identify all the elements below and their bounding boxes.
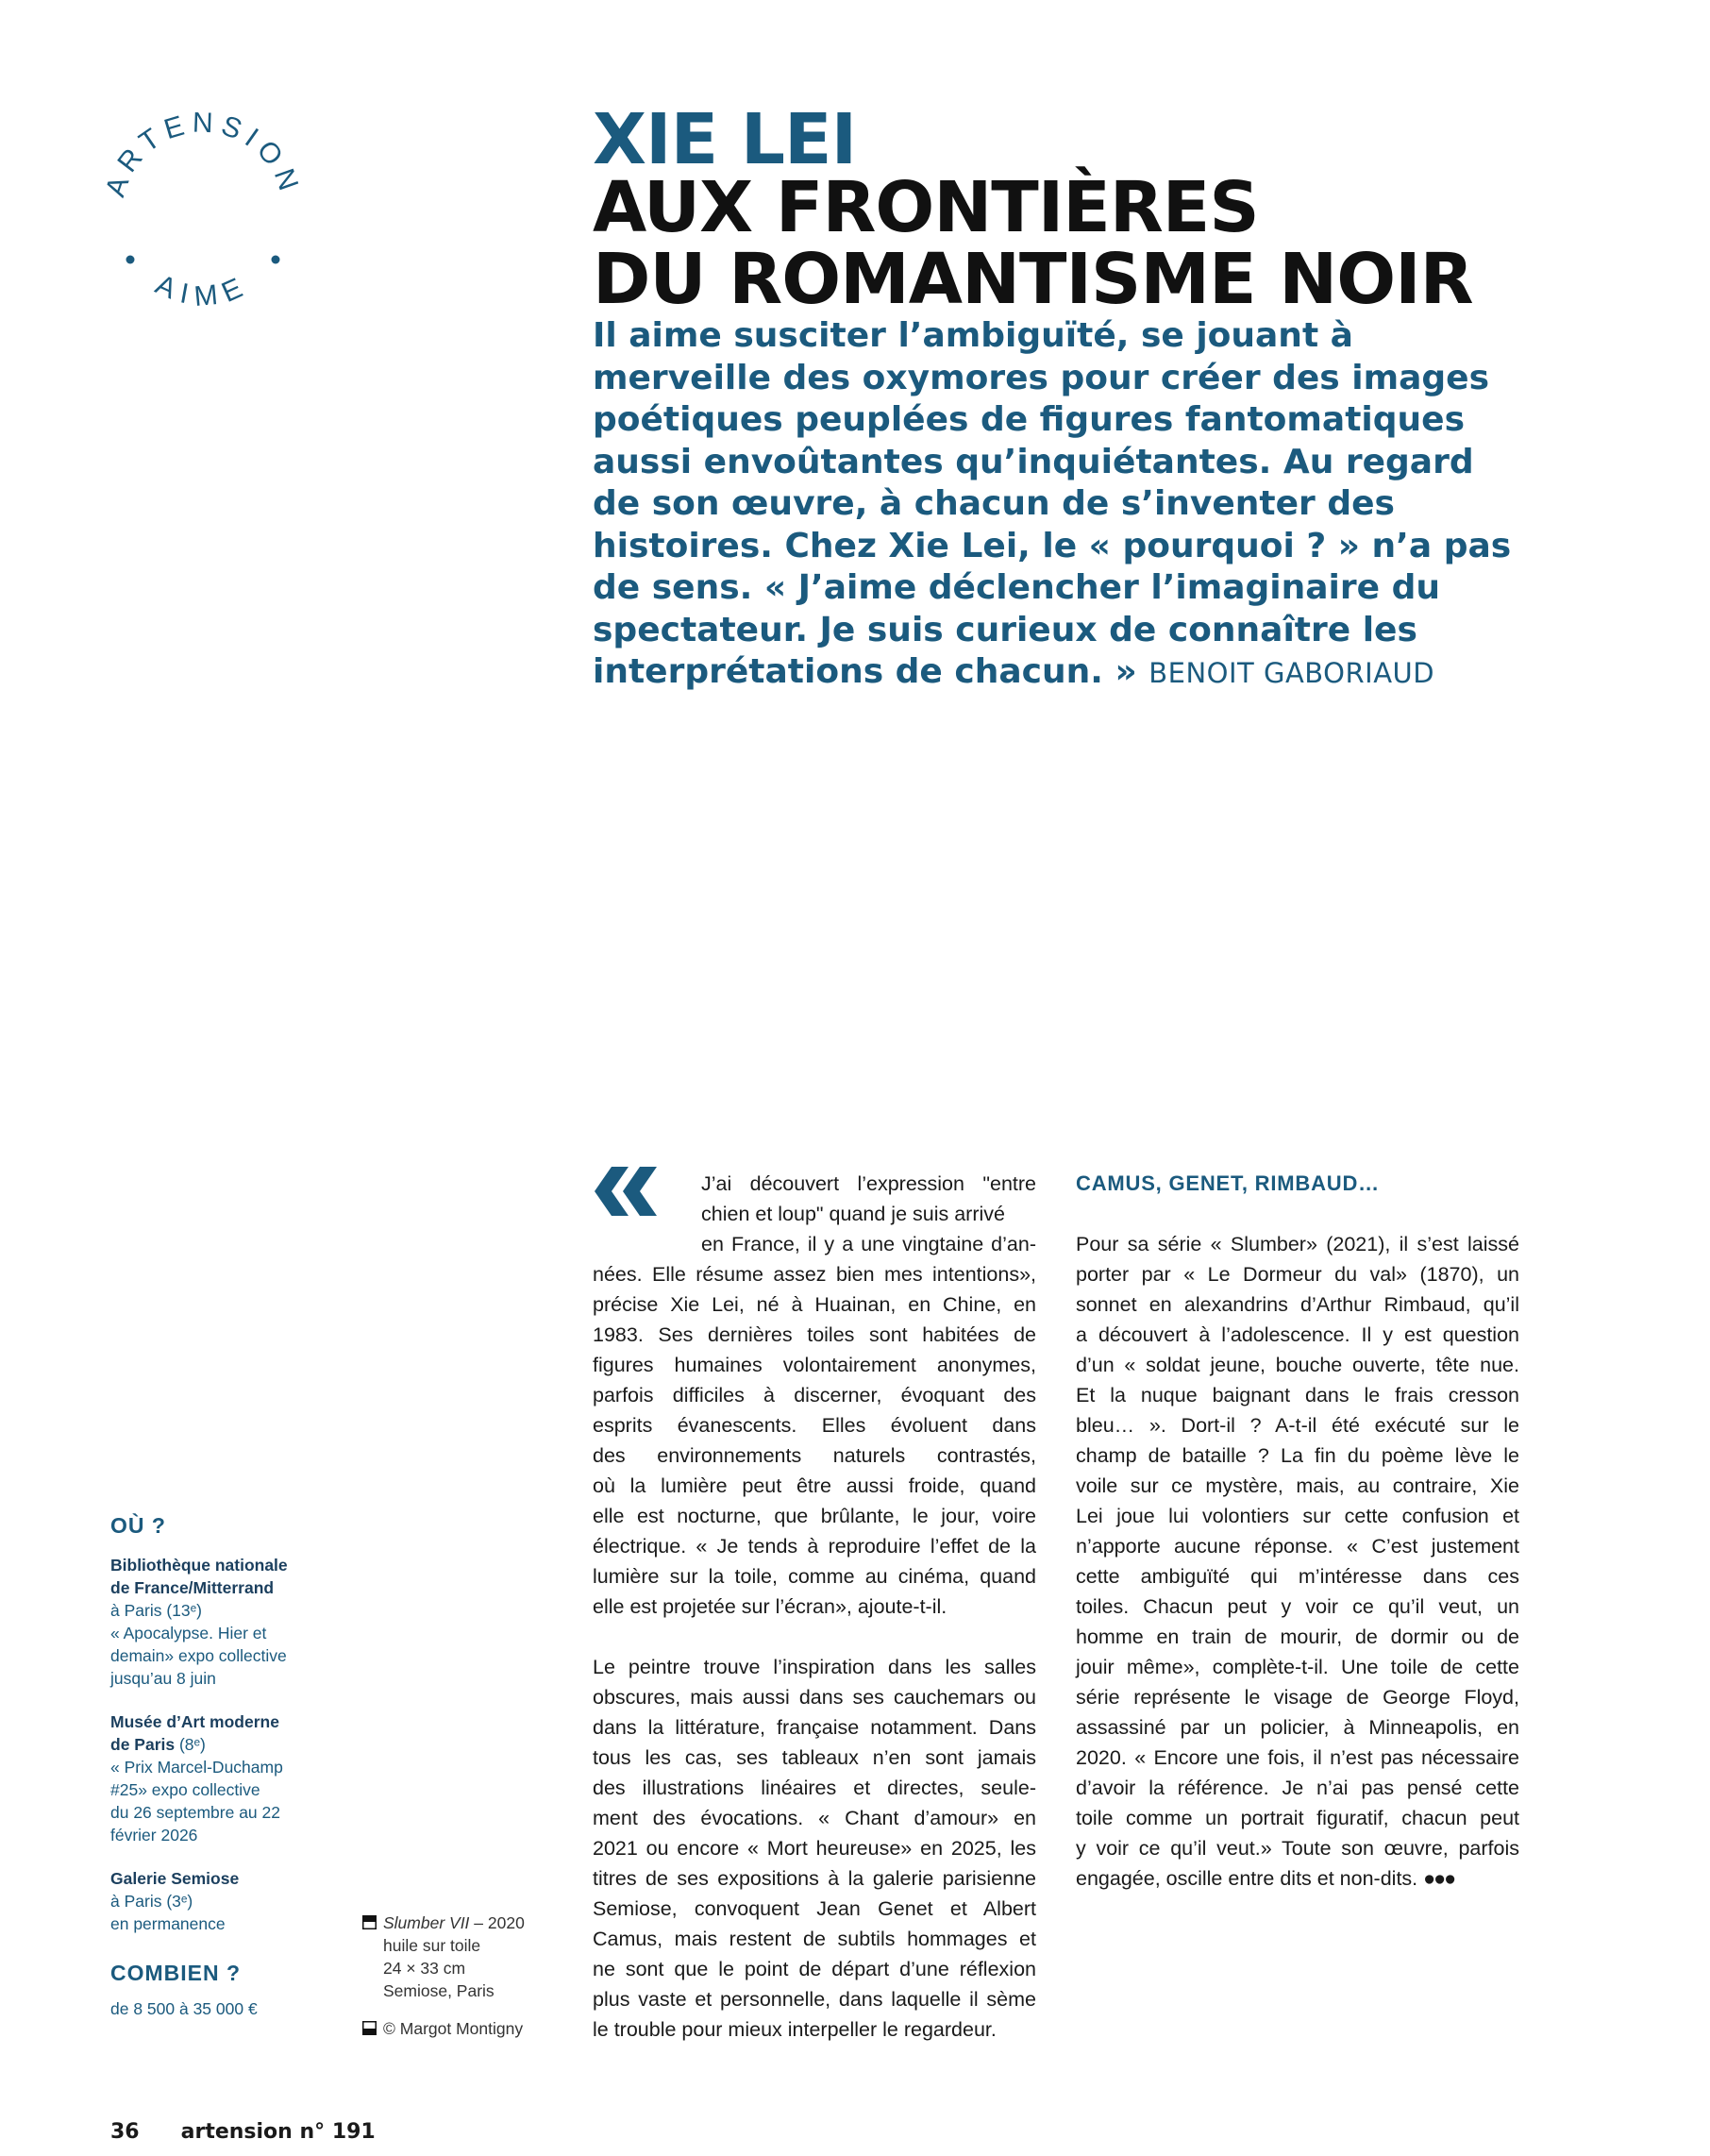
body-line: nées. Elle résume assez bien mes intentions»,	[593, 1263, 1036, 1286]
body-line: d’avoir la référence. Je n’ai pas pensé cette	[1076, 1777, 1519, 1799]
lede-line: aussi envoûtantes qu’inquiétantes. Au regard	[593, 442, 1474, 481]
venue-detail: jusqu’au 8 juin	[110, 1669, 216, 1688]
venue-detail: demain» expo collective	[110, 1646, 287, 1665]
artwork-title-line	[383, 1912, 525, 1934]
venue-name: de Paris	[110, 1735, 176, 1754]
body-line: toile comme un portrait figuratif, chacun peut	[1076, 1807, 1519, 1829]
paragraph-gap	[593, 1622, 1036, 1652]
body-line: ne sont que le point de départ d’une réflexion	[593, 1958, 1036, 1980]
body-line: esprits évanescents. Elles évoluent dans	[593, 1414, 1036, 1437]
price-heading: COMBIEN ?	[110, 1961, 242, 1985]
price-range: de 8 500 à 35 000 €	[110, 1999, 258, 2018]
body-line: chien et loup" quand je suis arrivé	[701, 1203, 1005, 1225]
photo-credit: © Margot Montigny	[383, 2019, 524, 2038]
venue-detail: février 2026	[110, 1826, 198, 1844]
venue-detail: à Paris (13ᵉ)	[110, 1601, 202, 1620]
logo-bottom-text: AIME	[150, 268, 256, 313]
lede-line: poétiques peuplées de figures fantomatiques	[593, 400, 1466, 439]
body-line: bleu… ». Dort-il ? A-t-il été exécuté sur le	[1076, 1414, 1519, 1437]
lede-line-text: interprétations de chacun. »	[593, 652, 1137, 691]
article-lede	[593, 315, 1512, 695]
paragraph-gap	[1076, 1199, 1519, 1229]
body-line: dans la littérature, française notamment. Dans	[593, 1716, 1036, 1739]
body-line: cette ambiguïté qui m’intéresse dans ces	[1076, 1565, 1519, 1588]
body-line-text: engagée, oscille entre dits et non-dits.	[1076, 1867, 1418, 1890]
venue-name: de France/Mitterrand	[110, 1578, 275, 1597]
body-line: d’un « soldat jeune, bouche ouverte, tête nue.	[1076, 1354, 1519, 1376]
artension-aime-logo	[94, 104, 311, 321]
artwork-title: Slumber VII	[383, 1913, 470, 1932]
publication-issue: artension n° 191	[180, 2120, 376, 2144]
venue-block	[110, 1867, 337, 1935]
venue-name: Musée d’Art moderne	[110, 1712, 279, 1731]
body-line: obscures, mais aussi dans ses cauchemars ou	[593, 1686, 1036, 1709]
venue-name-line	[110, 1733, 337, 1756]
body-line: n’apporte aucune réponse. « C’est justement	[1076, 1535, 1519, 1558]
article-title-line-3: DU ROMANTISME NOIR	[593, 239, 1473, 320]
venue-detail: #25» expo collective	[110, 1780, 260, 1799]
article-column-2	[1076, 1169, 1519, 1894]
lede-line: Il aime susciter l’ambiguïté, se jouant à	[593, 316, 1353, 355]
body-line: Semiose, convoquent Jean Genet et Albert	[593, 1897, 1036, 1920]
image-caption	[362, 1912, 525, 2040]
venue-block	[110, 1554, 337, 1690]
body-line: homme en train de mourir, de dormir ou de	[1076, 1625, 1519, 1648]
body-line: plus vaste et personnelle, dans laquelle il sème	[593, 1988, 1036, 2011]
author-byline: BENOIT GABORIAUD	[1148, 657, 1435, 689]
body-line: des environnements naturels contrastés,	[593, 1444, 1036, 1467]
body-line: lumière sur la toile, comme au cinéma, quand	[593, 1565, 1036, 1588]
artwork-detail: Semiose, Paris	[383, 1981, 495, 2000]
info-sidebar	[110, 1514, 337, 2020]
lede-line: spectateur. Je suis curieux de connaître les	[593, 610, 1417, 649]
body-line: assassiné par un policier, à Minneapolis, en	[1076, 1716, 1519, 1739]
body-line: a découvert à l’adolescence. Il y est question	[1076, 1323, 1519, 1346]
svg-text:AIME	[151, 269, 255, 312]
body-line: ment des évocations. « Chant d’amour» en	[593, 1807, 1036, 1829]
body-line: le trouble pour mieux interpeller le regardeur.	[593, 2018, 997, 2041]
venue-name: Bibliothèque nationale	[110, 1556, 288, 1575]
body-line: voile sur ce mystère, mais, au contraire, Xie	[1076, 1474, 1519, 1497]
body-line: en France, il y a une vingtaine d’an-	[701, 1233, 1036, 1255]
body-line: où la lumière peut être aussi froide, quand	[593, 1474, 1036, 1497]
body-line: figures humaines volontairement anonymes,	[593, 1354, 1036, 1376]
artwork-caption	[362, 1912, 525, 2002]
article-title-line-2: AUX FRONTIÈRES	[593, 167, 1259, 248]
artwork-year: – 2020	[469, 1913, 525, 1932]
body-line: précise Xie Lei, né à Huainan, en Chine, en	[593, 1293, 1036, 1316]
body-line: y voir ce qu’il veut.» Toute son œuvre, parfois	[1076, 1837, 1519, 1860]
body-line: jouir même», complète-t-il. Une toile de cette	[1076, 1656, 1519, 1678]
body-line: porter par « Le Dormeur du val» (1870), un	[1076, 1263, 1519, 1286]
image-top-icon	[362, 1915, 377, 1929]
logo-top-text: ARTENSION	[99, 107, 307, 201]
venue-detail: du 26 septembre au 22	[110, 1803, 280, 1822]
logo-dot-right	[272, 256, 280, 264]
body-line: titres de ses expositions à la galerie parisienne	[593, 1867, 1036, 1890]
section-heading: CAMUS, GENET, RIMBAUD…	[1076, 1171, 1380, 1195]
body-line: Et la nuque baignant dans le frais cresson	[1076, 1384, 1519, 1406]
body-line: sonnet en alexandrins d’Arthur Rimbaud, qu’il	[1076, 1293, 1519, 1316]
photo-credit-row	[362, 2017, 525, 2040]
body-line: 2020. « Encore une fois, il n’est pas nécessaire	[1076, 1746, 1519, 1769]
page-footer	[110, 2120, 376, 2144]
venue-detail: « Prix Marcel-Duchamp	[110, 1758, 283, 1777]
body-line: tous les cas, ses tableaux n’en sont jamais	[593, 1746, 1036, 1769]
body-line: série représente le visage de George Floyd,	[1076, 1686, 1519, 1709]
article-column-1	[593, 1169, 1036, 2045]
artwork-detail: 24 × 33 cm	[383, 1959, 466, 1978]
body-line: des illustrations linéaires et directes, seule-	[593, 1777, 1036, 1799]
venue-detail: à Paris (3ᵉ)	[110, 1892, 193, 1911]
body-line: J’ai découvert l’expression "entre	[701, 1172, 1036, 1195]
lede-line-last	[593, 651, 1442, 695]
body-line: Lei joue lui volontiers sur cette confusion et	[1076, 1505, 1519, 1527]
body-line: 1983. Ses dernières toiles sont habitées de	[593, 1323, 1036, 1346]
lede-line: de sens. « J’aime déclencher l’imaginaire du	[593, 568, 1440, 607]
end-mark-icon: ●●●	[1423, 1867, 1455, 1890]
body-line: Camus, mais restent de subtils hommages et	[593, 1928, 1036, 1950]
body-line-last	[1076, 1863, 1519, 1894]
logo-dot-left	[126, 256, 135, 264]
body-line: elle est projetée sur l’écran», ajoute-t-il.	[593, 1595, 947, 1618]
body-line: Pour sa série « Slumber» (2021), il s’est laissé	[1076, 1233, 1519, 1255]
lede-line: de son œuvre, à chacun de s’inventer des	[593, 484, 1395, 523]
venue-block	[110, 1710, 337, 1846]
body-line: champ de bataille ? La fin du poème lève le	[1076, 1444, 1519, 1467]
article-title-name: XIE LEI	[593, 99, 857, 180]
lede-line: histoires. Chez Xie Lei, le « pourquoi ? » n’a pas	[593, 526, 1512, 565]
body-line: Le peintre trouve l’inspiration dans les salles	[593, 1656, 1036, 1678]
body-line: électrique. « Je tends à reproduire l’effet de la	[593, 1535, 1036, 1558]
venue-detail: « Apocalypse. Hier et	[110, 1624, 267, 1642]
body-line: 2021 ou encore « Mort heureuse» en 2025, les	[593, 1837, 1036, 1860]
page-number: 36	[110, 2120, 140, 2144]
venue-district: (8ᵉ)	[175, 1735, 206, 1754]
where-heading: OÙ ?	[110, 1513, 166, 1538]
body-line: elle est nocturne, que brûlante, le jour, voire	[593, 1505, 1036, 1527]
artwork-detail: huile sur toile	[383, 1936, 481, 1955]
venue-detail: en permanence	[110, 1914, 226, 1933]
body-line: parfois difficiles à discerner, évoquant des	[593, 1384, 1036, 1406]
svg-text:ARTENSION	[100, 108, 307, 201]
image-bottom-icon	[362, 2021, 377, 2035]
body-line: toiles. Chacun peut y voir ce qu’il veut, un	[1076, 1595, 1519, 1618]
lede-line: merveille des oxymores pour créer des images	[593, 358, 1490, 397]
venue-name: Galerie Semiose	[110, 1869, 240, 1888]
